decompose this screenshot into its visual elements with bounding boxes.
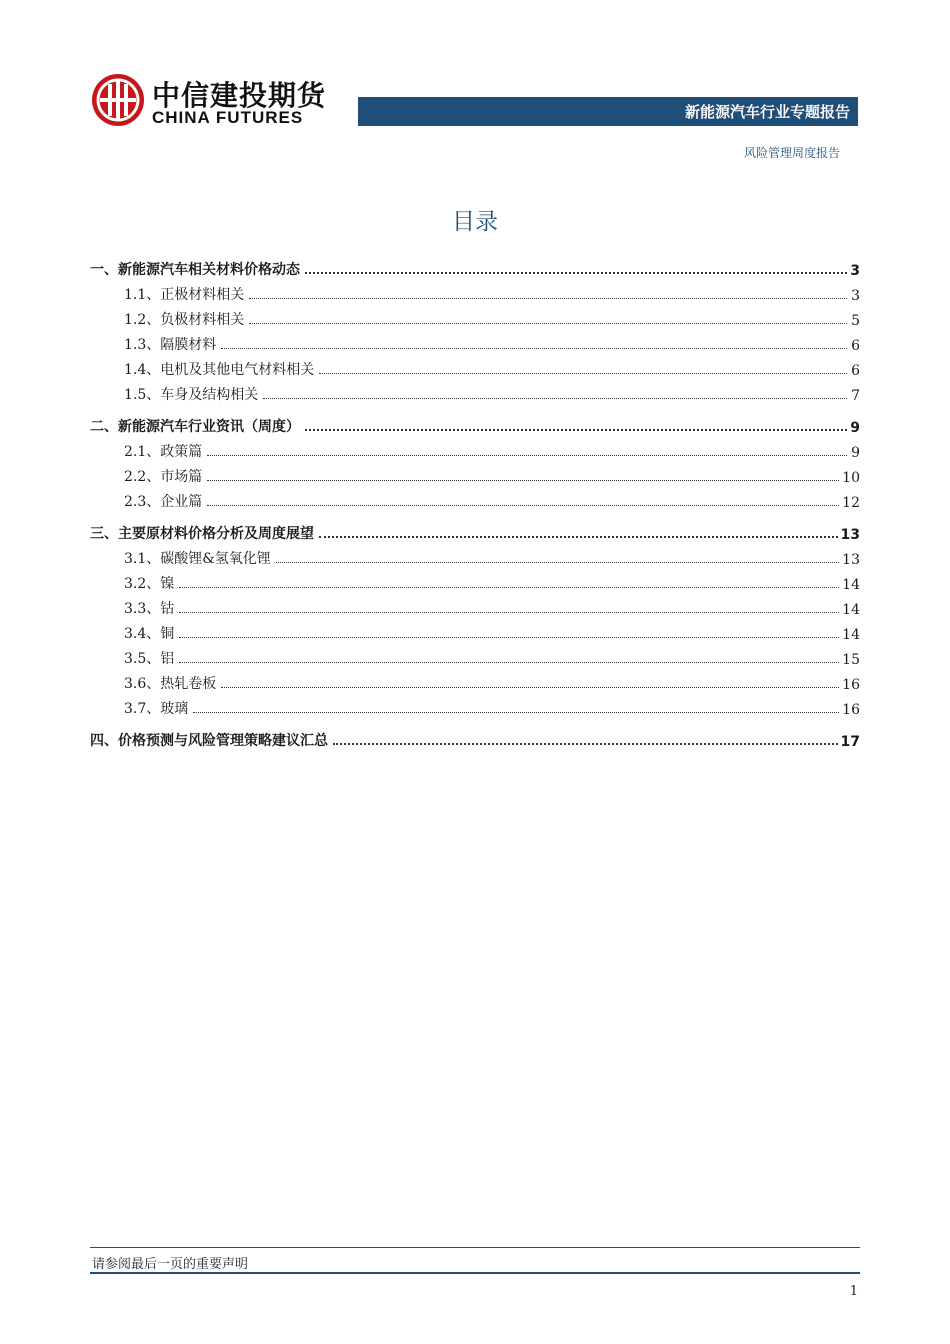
toc-label: 3.7、玻璃 [124, 701, 189, 717]
toc-subsection-3-4[interactable] [90, 618, 860, 643]
page-number: 1 [849, 1284, 858, 1299]
toc-subsection-1-5[interactable] [90, 379, 860, 404]
toc-subsection-1-4[interactable] [90, 354, 860, 379]
toc-leader [221, 686, 839, 688]
toc-subsection-1-1[interactable] [90, 279, 860, 304]
toc-leader [305, 428, 847, 431]
toc-leader [179, 661, 839, 663]
toc-label: 二、新能源汽车行业资讯（周度） [90, 419, 300, 435]
toc-label: 3.3、钴 [124, 601, 175, 617]
toc-subsection-3-1[interactable] [90, 543, 860, 568]
toc-subsection-2-1[interactable] [90, 436, 860, 461]
toc-page: 9 [850, 420, 860, 436]
toc-leader [207, 454, 847, 456]
report-subtitle: 风险管理周度报告 [743, 146, 840, 160]
toc-subsection-3-6[interactable] [90, 668, 860, 693]
toc-page: 5 [851, 313, 860, 329]
toc-leader [319, 372, 847, 374]
toc-page: 13 [840, 527, 860, 543]
toc-leader [263, 397, 847, 399]
toc-label: 3.6、热轧卷板 [124, 676, 217, 692]
toc-leader [305, 271, 847, 274]
company-logo [90, 72, 350, 132]
footer-divider-top [90, 1247, 860, 1248]
toc-label: 2.2、市场篇 [124, 469, 203, 485]
toc-page: 16 [842, 702, 860, 718]
table-of-contents [90, 253, 860, 750]
toc-page: 13 [842, 552, 860, 568]
toc-page: 17 [840, 734, 860, 750]
toc-page: 12 [842, 495, 860, 511]
footer-disclaimer: 请参阅最后一页的重要声明 [92, 1257, 249, 1272]
toc-page: 6 [851, 363, 860, 379]
logo-chinese-name: 中信建投期货 [152, 79, 327, 112]
toc-subsection-3-2[interactable] [90, 568, 860, 593]
toc-leader [193, 711, 839, 713]
toc-leader [249, 297, 847, 299]
toc-leader [179, 586, 839, 588]
toc-page: 6 [851, 338, 860, 354]
toc-subsection-1-2[interactable] [90, 304, 860, 329]
footer-divider-bottom [90, 1272, 860, 1274]
toc-label: 1.4、电机及其他电气材料相关 [124, 362, 315, 378]
toc-label: 3.2、镍 [124, 576, 175, 592]
toc-leader [179, 636, 839, 638]
citic-logo-icon [90, 72, 146, 128]
report-category: 新能源汽车行业专题报告 [684, 103, 850, 121]
toc-leader [179, 611, 839, 613]
toc-label: 1.1、正极材料相关 [124, 287, 245, 303]
toc-label: 1.2、负极材料相关 [124, 312, 245, 328]
toc-label: 3.4、铜 [124, 626, 175, 642]
toc-label: 3.1、碳酸锂&氢氧化锂 [124, 551, 271, 567]
toc-page: 14 [842, 602, 860, 618]
toc-leader [207, 479, 839, 481]
toc-leader [221, 347, 847, 349]
toc-subsection-1-3[interactable] [90, 329, 860, 354]
toc-leader [207, 504, 839, 506]
toc-page: 16 [842, 677, 860, 693]
toc-section-3[interactable] [90, 517, 860, 543]
toc-page: 3 [851, 288, 860, 304]
toc-leader [319, 535, 838, 538]
logo-english-name: CHINA FUTURES [152, 108, 304, 127]
toc-page: 15 [842, 652, 860, 668]
toc-subsection-3-3[interactable] [90, 593, 860, 618]
toc-page: 7 [851, 388, 860, 404]
toc-label: 1.5、车身及结构相关 [124, 387, 259, 403]
report-banner [358, 97, 858, 126]
toc-label: 四、价格预测与风险管理策略建议汇总 [90, 733, 328, 749]
toc-page: 14 [842, 627, 860, 643]
toc-section-1[interactable] [90, 253, 860, 279]
toc-label: 1.3、隔膜材料 [124, 337, 217, 353]
toc-label: 一、新能源汽车相关材料价格动态 [90, 262, 300, 278]
toc-title: 目录 [452, 209, 498, 235]
toc-label: 2.1、政策篇 [124, 444, 203, 460]
toc-leader [276, 561, 839, 563]
toc-label: 3.5、铝 [124, 651, 175, 667]
toc-page: 3 [850, 263, 860, 279]
toc-section-4[interactable] [90, 724, 860, 750]
toc-leader [333, 742, 838, 745]
toc-section-2[interactable] [90, 410, 860, 436]
toc-subsection-2-3[interactable] [90, 486, 860, 511]
toc-label: 三、主要原材料价格分析及周度展望 [90, 526, 314, 542]
toc-page: 14 [842, 577, 860, 593]
toc-subsection-2-2[interactable] [90, 461, 860, 486]
toc-subsection-3-7[interactable] [90, 693, 860, 718]
toc-page: 10 [842, 470, 860, 486]
toc-leader [249, 322, 847, 324]
toc-label: 2.3、企业篇 [124, 494, 203, 510]
toc-page: 9 [851, 445, 860, 461]
toc-subsection-3-5[interactable] [90, 643, 860, 668]
